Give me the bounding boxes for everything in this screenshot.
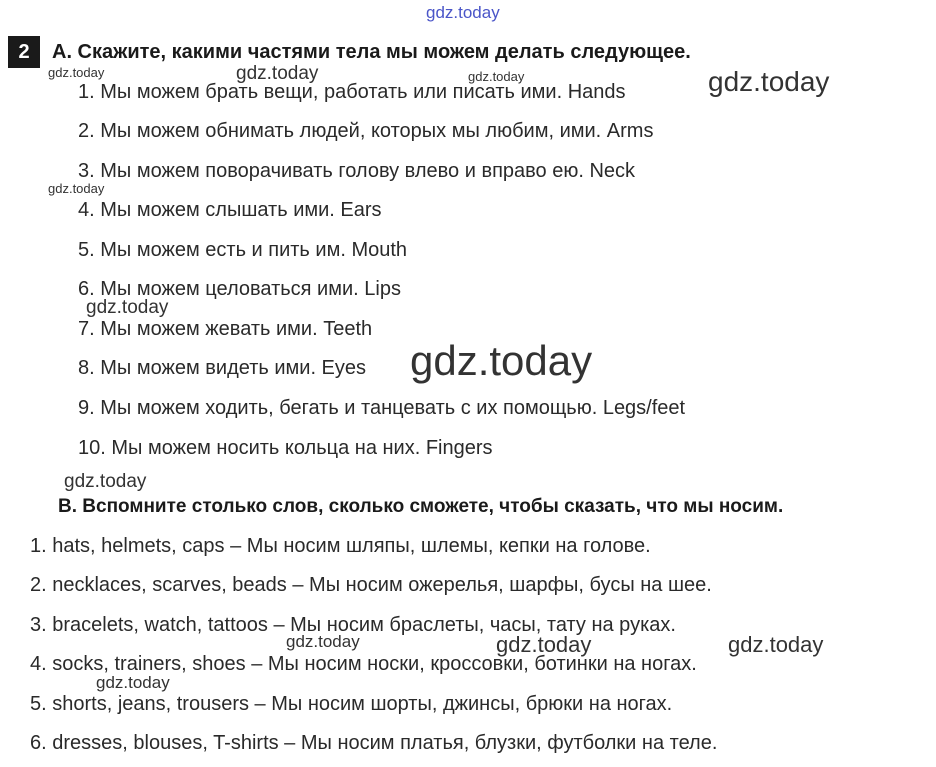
watermark: gdz.today xyxy=(48,181,105,196)
part-a-item: 7. Мы можем жевать ими. Teeth xyxy=(78,318,373,340)
part-a-item: 6. Мы можем целоваться ими. Lips xyxy=(78,278,401,300)
part-a-item: 3. Мы можем поворачивать голову влево и вправо ею. Neck xyxy=(78,160,636,182)
watermark: gdz.today xyxy=(96,673,170,692)
part-a-item: 8. Мы можем видеть ими. Eyes xyxy=(78,357,367,379)
watermark: gdz.today xyxy=(426,3,500,22)
watermark: gdz.today xyxy=(468,69,525,84)
part-b-item: 5. shorts, jeans, trousers – Мы носим шорты, джинсы, брюки на ногах. xyxy=(30,693,673,715)
part-b-heading: B. Вспомните столько слов, сколько сможете, чтобы сказать, что мы носим. xyxy=(58,496,784,517)
part-a-item: 4. Мы можем слышать ими. Ears xyxy=(78,199,382,221)
watermark: gdz.today xyxy=(48,65,105,80)
part-a-item: 2. Мы можем обнимать людей, которых мы любим, ими. Arms xyxy=(78,120,654,142)
watermark: gdz.today xyxy=(410,337,593,384)
watermark: gdz.today xyxy=(86,297,169,318)
part-a-item: 10. Мы можем носить кольца на них. Fingers xyxy=(78,437,493,459)
part-a-item: 1. Мы можем брать вещи, работать или писать ими. Hands xyxy=(78,81,626,103)
watermark: gdz.today xyxy=(708,66,830,97)
part-b-item: 1. hats, helmets, caps – Мы носим шляпы, шлемы, кепки на голове. xyxy=(30,535,651,557)
watermark: gdz.today xyxy=(236,63,319,84)
part-a-item: 5. Мы можем есть и пить им. Mouth xyxy=(78,239,408,261)
exercise-number-badge: 2 xyxy=(8,36,40,68)
watermark: gdz.today xyxy=(286,632,360,651)
part-b-item: 6. dresses, blouses, T-shirts – Мы носим платья, блузки, футболки на теле. xyxy=(30,732,718,754)
part-a-heading: A. Скажите, какими частями тела мы можем делать следующее. xyxy=(52,41,691,63)
watermark: gdz.today xyxy=(496,632,592,657)
part-b-item: 4. socks, trainers, shoes – Мы носим носки, кроссовки, ботинки на ногах. xyxy=(30,653,697,675)
watermark: gdz.today xyxy=(728,632,824,657)
part-a-item: 9. Мы можем ходить, бегать и танцевать с их помощью. Legs/feet xyxy=(78,397,686,419)
watermark: gdz.today xyxy=(64,471,147,492)
part-b-item: 2. necklaces, scarves, beads – Мы носим ожерелья, шарфы, бусы на шее. xyxy=(30,574,712,596)
part-b-item: 3. bracelets, watch, tattoos – Мы носим браслеты, часы, тату на руках. xyxy=(30,614,676,636)
